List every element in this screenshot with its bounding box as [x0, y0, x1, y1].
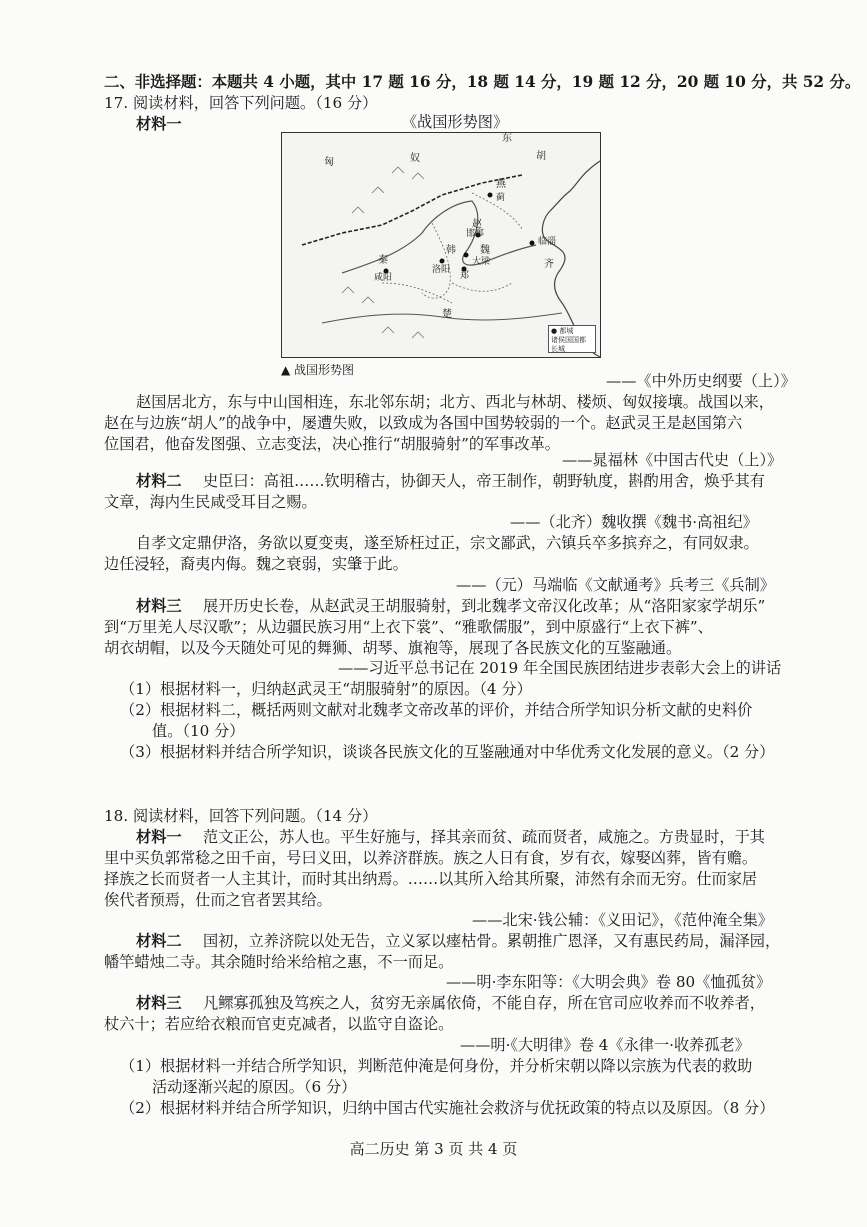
map-label-handan: 邯郸: [466, 229, 485, 239]
q17-m3-line-2: 到“万里羌人尽汉歌”；从边疆民族习用“上衣下裳”、“雅歌儒服”，到中原盛行“上衣下裤”、: [104, 618, 713, 636]
q18-m1-line-1: 范文正公，苏人也。平生好施与，择其亲而贫、疏而贤者，咸施之。方贵显时，于其: [203, 828, 765, 846]
q18-question-2: （2）根据材料并结合所学知识，归纳中国古代实施社会救济与优抚政策的特点以及原因。（8 分）: [120, 1099, 775, 1117]
q17-m1-source-1: ——《中外历史纲要（上）》: [606, 372, 796, 390]
q17-question-2: （2）根据材料二，概括两则文献对北魏孝文帝改革的评价，并结合所学知识分析文献的史料价: [120, 701, 753, 719]
q18-m2-line-1: 国初，立养济院以处无告，立义冢以瘗枯骨。累朝推广恩泽，又有惠民药局，漏泽园，: [203, 932, 781, 950]
map-label-yan: 燕: [496, 179, 506, 190]
q18-m1-line-3: 择族之长而贤者一人主其计，而时其出纳焉。……以其所入给其所聚，沛然有余而无穷。仕而家居: [104, 870, 758, 888]
q18-material2-label: 材料二: [136, 932, 182, 950]
q18-question-1: （1）根据材料一并结合所学知识，判断范仲淹是何身份，并分析宋朝以降以宗族为代表的救助: [120, 1057, 753, 1075]
q18-material1-label: 材料一: [136, 828, 182, 846]
q17-m2-source-2: ——（元）马端临《文献通考》兵考三《兵制》: [456, 576, 775, 594]
map-caption: ▲ 战国形势图: [281, 363, 355, 377]
map-label-xiongnu-1: 匈: [324, 157, 334, 168]
q17-m3-line-3: 胡衣胡帽，以及今天随处可见的舞狮、胡琴、旗袍等，展现了各民族文化的互鉴融通。: [104, 639, 682, 657]
section-header: 二、非选择题：本题共 4 小题，其中 17 题 16 分，18 题 14 分，19 题 12 分，20 题 10 分，共 52 分。: [104, 73, 861, 91]
legend-great-wall: 长城: [551, 345, 565, 353]
map-label-daliang: 大梁: [472, 257, 491, 267]
q17-m1-line-3: 位国君，他奋发图强、立志变法，决心推行“胡服骑射”的军事改革。: [104, 435, 560, 453]
q18-m2-line-2: 幡竿蜡烛二寺。其余随时给米给棺之惠，不一而足。: [104, 953, 454, 971]
legend-state-capital: 诸侯国国都: [551, 336, 586, 344]
warring-states-map: [281, 132, 601, 358]
q18-m3-line-1: 凡鳏寡孤独及笃疾之人，贫穷无亲属依倚，不能自存，所在官司应收养而不收养者，: [203, 994, 765, 1012]
map-label-xiongnu-2: 奴: [410, 153, 420, 164]
map-legend: [548, 325, 596, 353]
legend-capital: ● 都城: [551, 327, 574, 335]
map-label-donghu-1: 东: [502, 133, 512, 144]
map-label-donghu-2: 胡: [536, 151, 546, 162]
q17-material1-label: 材料一: [136, 115, 182, 133]
q17-question-1: （1）根据材料一，归纳赵武灵王“胡服骑射”的原因。（4 分）: [120, 680, 532, 698]
q17-question-2-cont: 值。（10 分）: [152, 722, 245, 740]
map-label-zheng: 郑: [460, 271, 470, 281]
q17-m3-line-1: 展开历史长卷，从赵武灵王胡服骑射，到北魏孝文帝汉化改革；从“洛阳家家学胡乐”: [203, 597, 766, 615]
map-label-qin: 秦: [378, 255, 388, 266]
map-label-zhao: 赵: [472, 219, 482, 230]
map-title: 《战国形势图》: [401, 113, 509, 131]
q17-material3-label: 材料三: [136, 597, 182, 615]
q18-m1-source: ——北宋·钱公辅：《义田记》，《范仲淹全集》: [472, 911, 773, 929]
q17-m2-source-1: ——（北齐）魏收撰《魏书·高祖纪》: [510, 513, 758, 531]
map-label-qi: 齐: [544, 259, 554, 270]
q17-m1-line-1: 赵国居北方，东与中山国相连，东北邻东胡；北方、西北与林胡、楼烦、匈奴接壤。战国以来，: [136, 393, 774, 411]
page-footer: 高二历史 第 3 页 共 4 页: [349, 1140, 518, 1158]
q17-material2-label: 材料二: [136, 472, 182, 490]
q18-title: 18. 阅读材料，回答下列问题。（14 分）: [104, 807, 378, 825]
q18-material3-label: 材料三: [136, 994, 182, 1012]
q18-m3-source: ——明·《大明律》卷 4《永律一·收养孤老》: [460, 1036, 750, 1054]
map-label-xianyang: 咸阳: [374, 273, 393, 283]
q18-question-1-cont: 活动逐渐兴起的原因。（6 分）: [152, 1078, 357, 1096]
q18-m1-line-2: 里中买负郭常稔之田千亩，号曰义田，以养济群族。族之人日有食，岁有衣，嫁娶凶葬，皆有赡。: [104, 849, 758, 867]
q17-title: 17. 阅读材料，回答下列问题。（16 分）: [104, 94, 378, 112]
q17-question-3: （3）根据材料并结合所学知识，谈谈各民族文化的互鉴融通对中华优秀文化发展的意义。（2 分）: [120, 743, 775, 761]
q17-m2-line-1: 史臣曰：高祖……钦明稽古，协御天人，帝王制作，朝野轨度，斟酌用舍，焕乎其有: [203, 472, 765, 490]
q17-m1-source-2: ——晁福林《中国古代史（上）》: [562, 451, 783, 469]
map-label-chu: 楚: [442, 309, 452, 320]
q18-m2-source: ——明·李东阳等：《大明会典》卷 80《恤孤贫》: [446, 973, 772, 991]
q17-m2-text2-line-1: 自孝文定鼎伊洛，务欲以夏变夷，遂至矫枉过正，宗文鄙武，六镇兵卒多摈弃之，有同奴隶。: [136, 534, 759, 552]
q17-m2-line-2: 文章，海内生民咸受耳目之赐。: [104, 493, 317, 511]
map-label-luoyang: 洛阳: [432, 265, 451, 275]
q18-m3-line-2: 杖六十；若应给衣粮而官吏克减者，以监守自盗论。: [104, 1015, 454, 1033]
q17-m3-source: ——习近平总书记在 2019 年全国民族团结进步表彰大会上的讲话: [338, 659, 782, 677]
map-label-ji: 蓟: [496, 193, 506, 203]
map-label-linzi: 临淄: [538, 237, 557, 247]
map-label-wei: 魏: [480, 245, 490, 256]
q18-m1-line-4: 俟代者预焉，仕而之官者罢其给。: [104, 891, 332, 909]
q17-m2-text2-line-2: 边任浸轻，裔夷内侮。魏之衰弱，实肇于此。: [104, 555, 408, 573]
map-label-han: 韩: [446, 245, 456, 256]
q17-m1-line-2: 赵在与边族“胡人”的战争中，屡遭失败，以致成为各国中国势较弱的一个。赵武灵王是赵国第六: [104, 414, 743, 432]
